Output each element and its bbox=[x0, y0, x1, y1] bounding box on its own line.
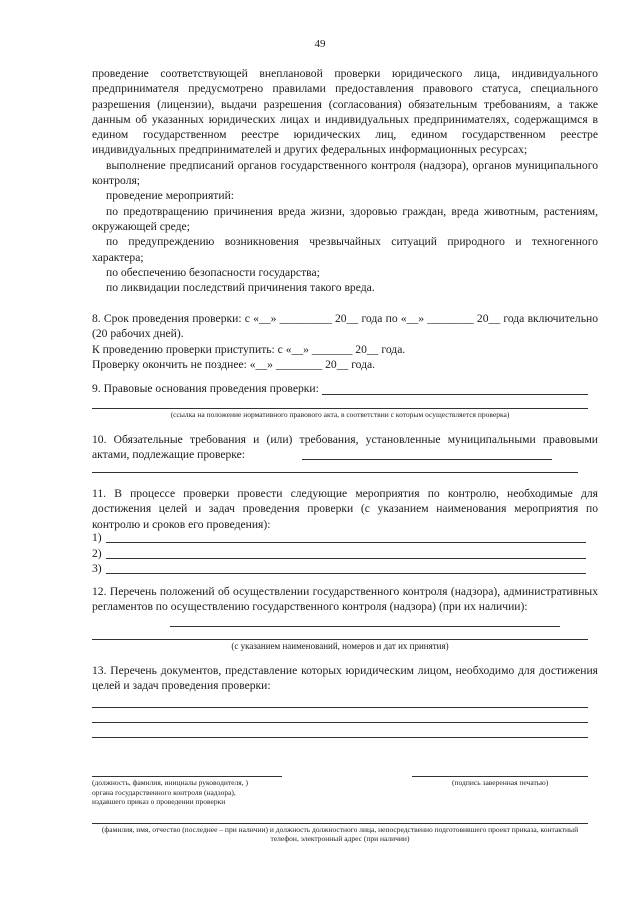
fill-line bbox=[92, 722, 588, 723]
section-10-heading: 10. Обязательные требования и (или) требования, установленные муниципальными правовыми актами, подлежащие проверке: bbox=[92, 433, 598, 462]
signature-line bbox=[92, 776, 282, 777]
section-12 bbox=[92, 584, 598, 615]
fill-line bbox=[106, 558, 586, 559]
fill-line bbox=[92, 472, 578, 473]
regulations-caption: (с указанием наименований, номеров и дат их принятия) bbox=[231, 641, 449, 651]
preparer-caption: (фамилия, имя, отчество (последнее – при наличии) и должность должностного лица, непосредственно подготовившего проект приказа, контактный телефон, электронный адрес (при наличии) bbox=[101, 825, 579, 843]
intro-paragraph: проведение соответствующей внеплановой проверки юридического лица, индивидуального предпринимателя предусмотрено правилами предоставления правового статуса, специального разрешения (лицензии), выдачи разрешения (согласования) обязательным требованиям, а также данным об указанных юридических лицах и индивидуальных предпринимателях, содержащимся в едином государственном реестре юридических лиц, едином государственном реестре индивидуальных предпринимателей и других федеральных информационных ресурсах; bbox=[92, 67, 598, 157]
activity-number: 2) bbox=[92, 547, 102, 560]
section-8 bbox=[92, 311, 598, 372]
page-number: 49 bbox=[314, 38, 326, 50]
start-line: К проведению проверки приступить: с «__» _______ 20__ года. bbox=[92, 342, 406, 356]
section-11-heading: 11. В процессе проверки провести следующие мероприятия по контролю, необходимые для достижения целей и задач проведения проверки (с указанием наименования мероприятия по контролю и сроков его проведения): bbox=[92, 487, 598, 531]
fill-line bbox=[106, 573, 586, 574]
fill-line bbox=[92, 707, 588, 708]
fill-line bbox=[106, 542, 586, 543]
fill-line bbox=[92, 823, 588, 824]
fill-line bbox=[92, 737, 588, 738]
legal-basis-caption: (ссылка на положение нормативного правового акта, в соответствии с которым осуществляется проверка) bbox=[170, 410, 510, 419]
fill-line bbox=[170, 626, 560, 627]
intro-paragraph: по предупреждению возникновения чрезвычайных ситуаций природного и техногенного характера; bbox=[92, 235, 598, 264]
fill-line bbox=[92, 408, 588, 409]
intro-paragraph: по ликвидации последствий причинения такого вреда. bbox=[106, 281, 375, 295]
section-9-heading: 9. Правовые основания проведения проверки: bbox=[92, 382, 319, 395]
section-10 bbox=[92, 432, 598, 463]
section-12-heading: 12. Перечень положений об осуществлении государственного контроля (надзора), административных регламентов по осуществлению государственного контроля (надзора) (при их наличии): bbox=[92, 585, 598, 614]
activity-number: 3) bbox=[92, 562, 102, 575]
section-11 bbox=[92, 486, 598, 532]
signature-line bbox=[412, 776, 588, 777]
section-13-heading: 13. Перечень документов, представление которых юридическим лицом, необходимо для достижения целей и задач проведения проверки: bbox=[92, 664, 598, 693]
intro-paragraph: по обеспечению безопасности государства; bbox=[106, 265, 320, 279]
intro-paragraph: проведение мероприятий: bbox=[106, 189, 235, 203]
head-position-caption: (должность, фамилия, инициалы руководителя, ) органа государственного контроля (надзора), издавшего приказ о проведении проверки bbox=[92, 778, 248, 806]
seal-signature-caption: (подпись заверенная печатью) bbox=[452, 778, 549, 787]
term-line: 8. Срок проведения проверки: с «__» _________ 20__ года по «__» ________ 20__ года включительно (20 рабочих дней). bbox=[92, 312, 598, 341]
end-line: Проверку окончить не позднее: «__» ________ 20__ года. bbox=[92, 357, 376, 371]
intro-paragraph: по предотвращению причинения вреда жизни, здоровью граждан, вреда животным, растениям, окружающей среде; bbox=[92, 204, 598, 233]
intro-block bbox=[92, 66, 598, 295]
intro-paragraph: выполнение предписаний органов государственного контроля (надзора), органов муниципального контроля; bbox=[92, 158, 598, 188]
section-13 bbox=[92, 663, 598, 694]
fill-line bbox=[92, 639, 588, 640]
fill-line bbox=[302, 459, 552, 460]
activity-number: 1) bbox=[92, 531, 102, 544]
fill-line bbox=[322, 394, 588, 395]
